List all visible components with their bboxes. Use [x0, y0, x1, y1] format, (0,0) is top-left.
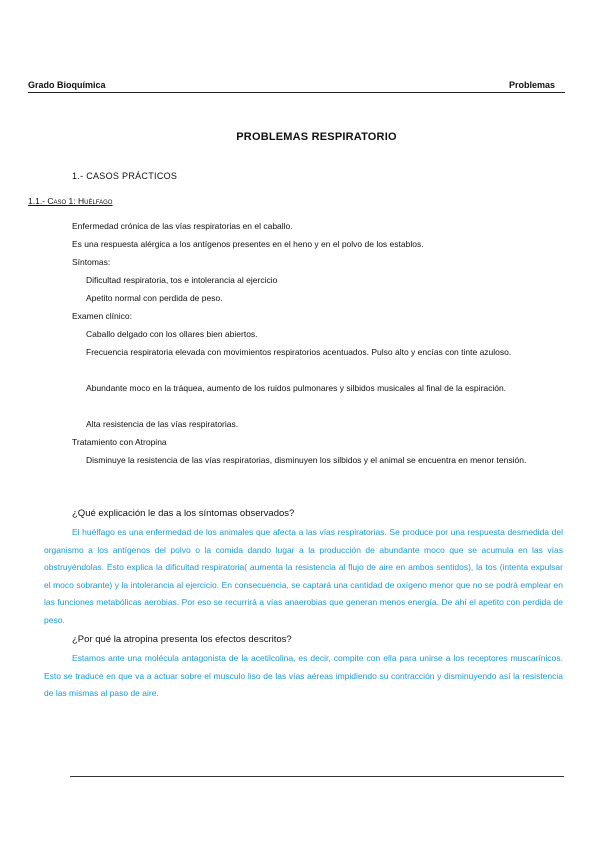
subsection-heading [28, 196, 112, 206]
question-2: ¿Por qué la atropina presenta los efectos descritos? [72, 634, 292, 645]
case-line: Dificultad respiratoria, tos e intolerancia al ejercicio [86, 275, 278, 285]
case-line: Alta resistencia de las vías respiratorias. [86, 419, 239, 429]
case-line: Caballo delgado con los ollares bien abiertos. [86, 329, 258, 339]
case-line: Apetito normal con perdida de peso. [86, 293, 223, 303]
footer-rule [70, 776, 564, 777]
answer-1: El huélfago es una enfermedad de los animales que afecta a las vías respiratorias. Se produce por una respuesta desmedida del organismo a los antígenos del polvo o la comida dando lugar a la producción de abundante moco que se acumula en las vías obstruyéndolas. Esto explica la dificultad respiratoria( aumenta la resistencia al flujo de aire en ambos sentidos), la tos (intenta expulsar el moco sobrante) y la intolerancia al ejercicio. En consecuencia, se captará una cantidad de oxígeno menor que no se podrá emplear en las funciones metabólicas aerobias. Por eso se recurrirá a vías anaerobias que generan menos energía. De ahí el apetito con perdida de peso. [44, 527, 563, 625]
subsection-number: 1.1.- [28, 196, 48, 206]
case-line: Es una respuesta alérgica a los antígenos presentes en el heno y en el polvo de los establos. [72, 239, 424, 249]
question-1: ¿Qué explicación le das a los síntomas observados? [72, 508, 295, 519]
case-paragraph: Abundante moco en la tráquea, aumento de los ruidos pulmonares y silbidos musicales al final de la espiración. [86, 383, 507, 393]
section-heading: 1.- CASOS PRÁCTICOS [72, 171, 178, 181]
header-course: Grado Bioquímica [28, 80, 106, 90]
case-line: Tratamiento con Atropina [72, 437, 167, 447]
subsection-label: Caso 1: Huélfago [47, 196, 113, 206]
answer-2: Estamos ante una molécula antagonista de la acetilcolina, es decir, compite con ella para unirse a los receptores muscarínicos. Esto se traduce en que va a actuar sobre el musculo liso de las vías aéreas impidiendo su contracción y disminuyendo así la resistencia de las mismas al paso de aire. [44, 653, 563, 698]
case-line: Examen clínico: [72, 311, 132, 321]
case-paragraph: Frecuencia respiratoria elevada con movimientos respiratorios acentuados. Pulso alto y encías con tinte azuloso. [86, 347, 512, 357]
case-paragraph: Disminuye la resistencia de las vías respiratorias, disminuyen los silbidos y el animal se encuentra en menor tensión. [86, 455, 527, 465]
case-line: Enfermedad crónica de las vías respiratorias en el caballo. [72, 221, 293, 231]
case-line: Síntomas: [72, 257, 111, 267]
document-title: PROBLEMAS RESPIRATORIO [236, 131, 397, 143]
header-section: Problemas [508, 80, 555, 90]
page-header [28, 80, 565, 93]
